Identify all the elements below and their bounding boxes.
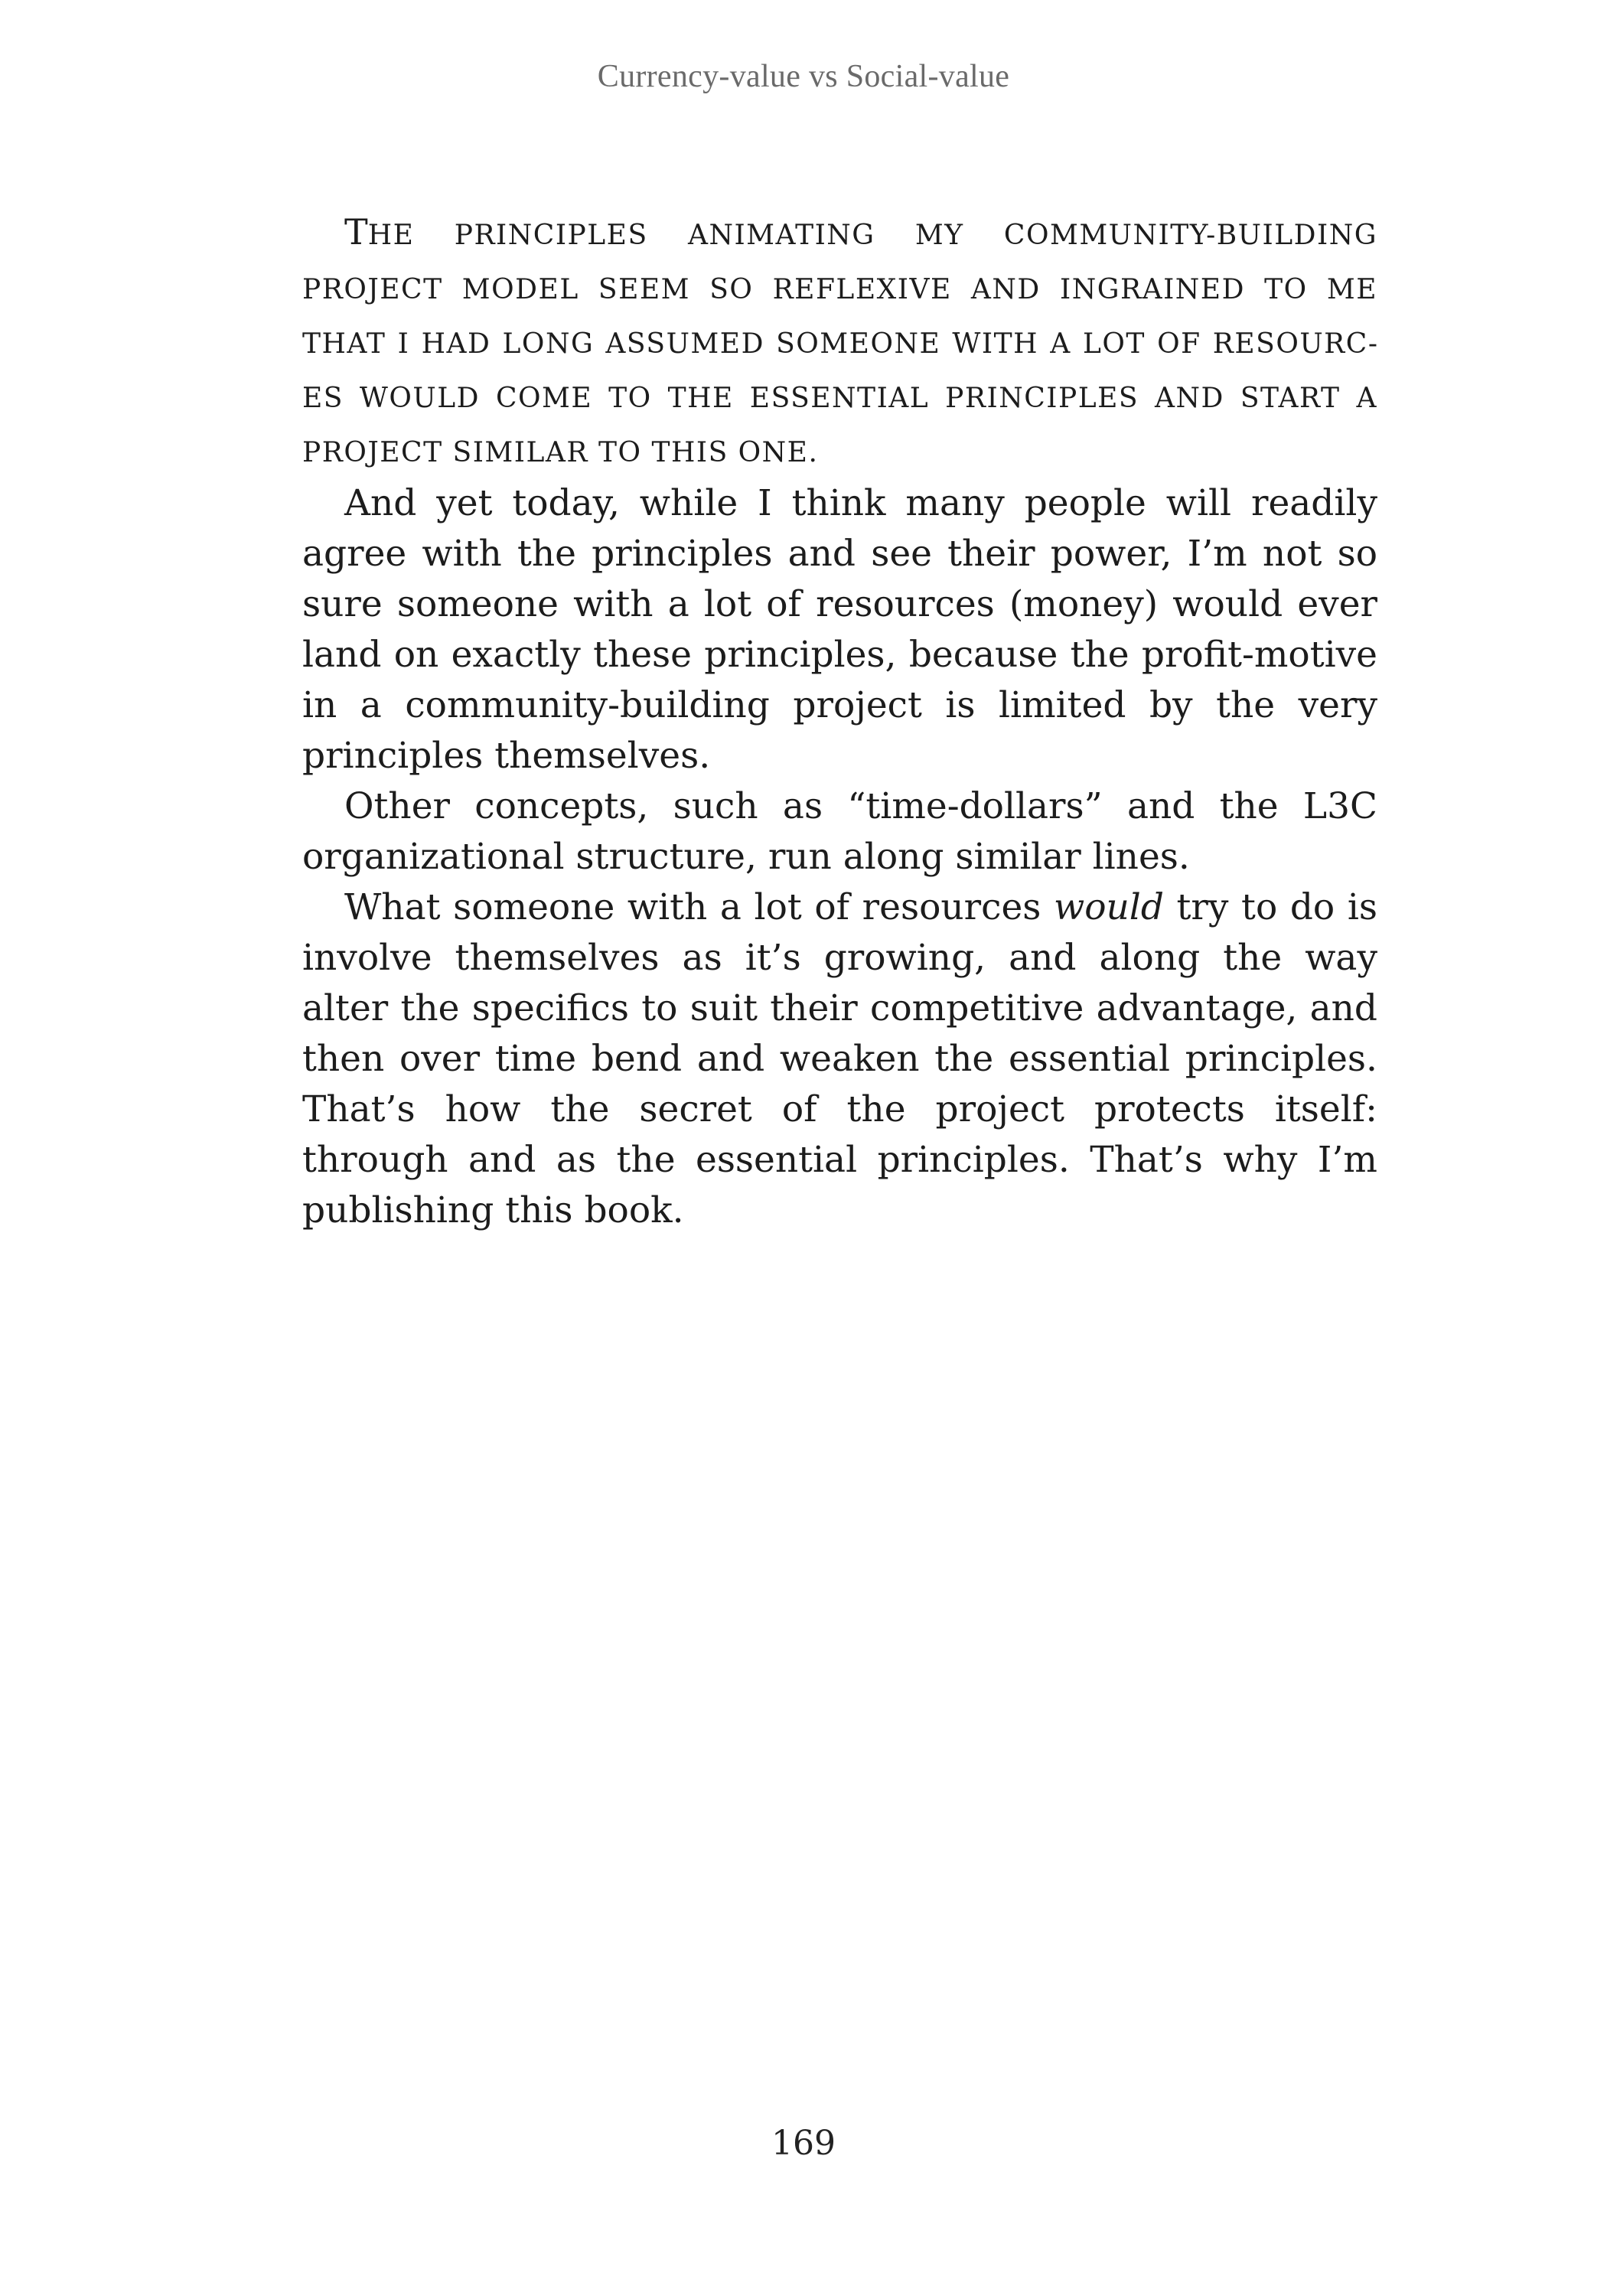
opening-small-caps-text: HE PRINCIPLES ANIMATING MY COMMUNITY-BUILDING PROJECT MODEL SEEM SO REFLEXIVE AND INGRAINED TO ME THAT I HAD LONG ASSUMED SOMEONE WITH A LOT OF RESOURCES WOULD COME TO THE ESSENTIAL PRINCIPLES AND START A PROJECT SIMILAR TO THIS ONE. (302, 220, 1377, 468)
paragraph-4-emphasis: would (1054, 886, 1164, 928)
opening-paragraph (302, 207, 1377, 478)
running-head-title: Currency-value vs Social-value (597, 59, 1010, 94)
paragraph-4 (302, 882, 1377, 1236)
paragraph-4-text-before: What someone with a lot of resources (344, 886, 1054, 928)
paragraph-3: Other concepts, such as “time-dollars” and the L3C organizational structure, run along similar lines. (302, 785, 1377, 878)
page-number: 169 (771, 2124, 836, 2163)
opening-lead-letter: T (344, 211, 368, 253)
paragraph-4-text-after: try to do is involve themselves as it’s growing, and along the way alter the specifics to suit their competitive advantage, and then over time bend and weaken the essential principles. That’s how the secret of the project protects itself: through and as the essential principles. That’s why I’m publishing this book. (302, 886, 1377, 1231)
paragraph-2: And yet today, while I think many people will readily agree with the principles and see their power, I’m not so sure someone with a lot of resources (money) would ever land on exactly these principles, because the profit-motive in a community-building project is limited by the very principles themselves. (302, 482, 1377, 777)
body-text (302, 207, 1377, 1236)
